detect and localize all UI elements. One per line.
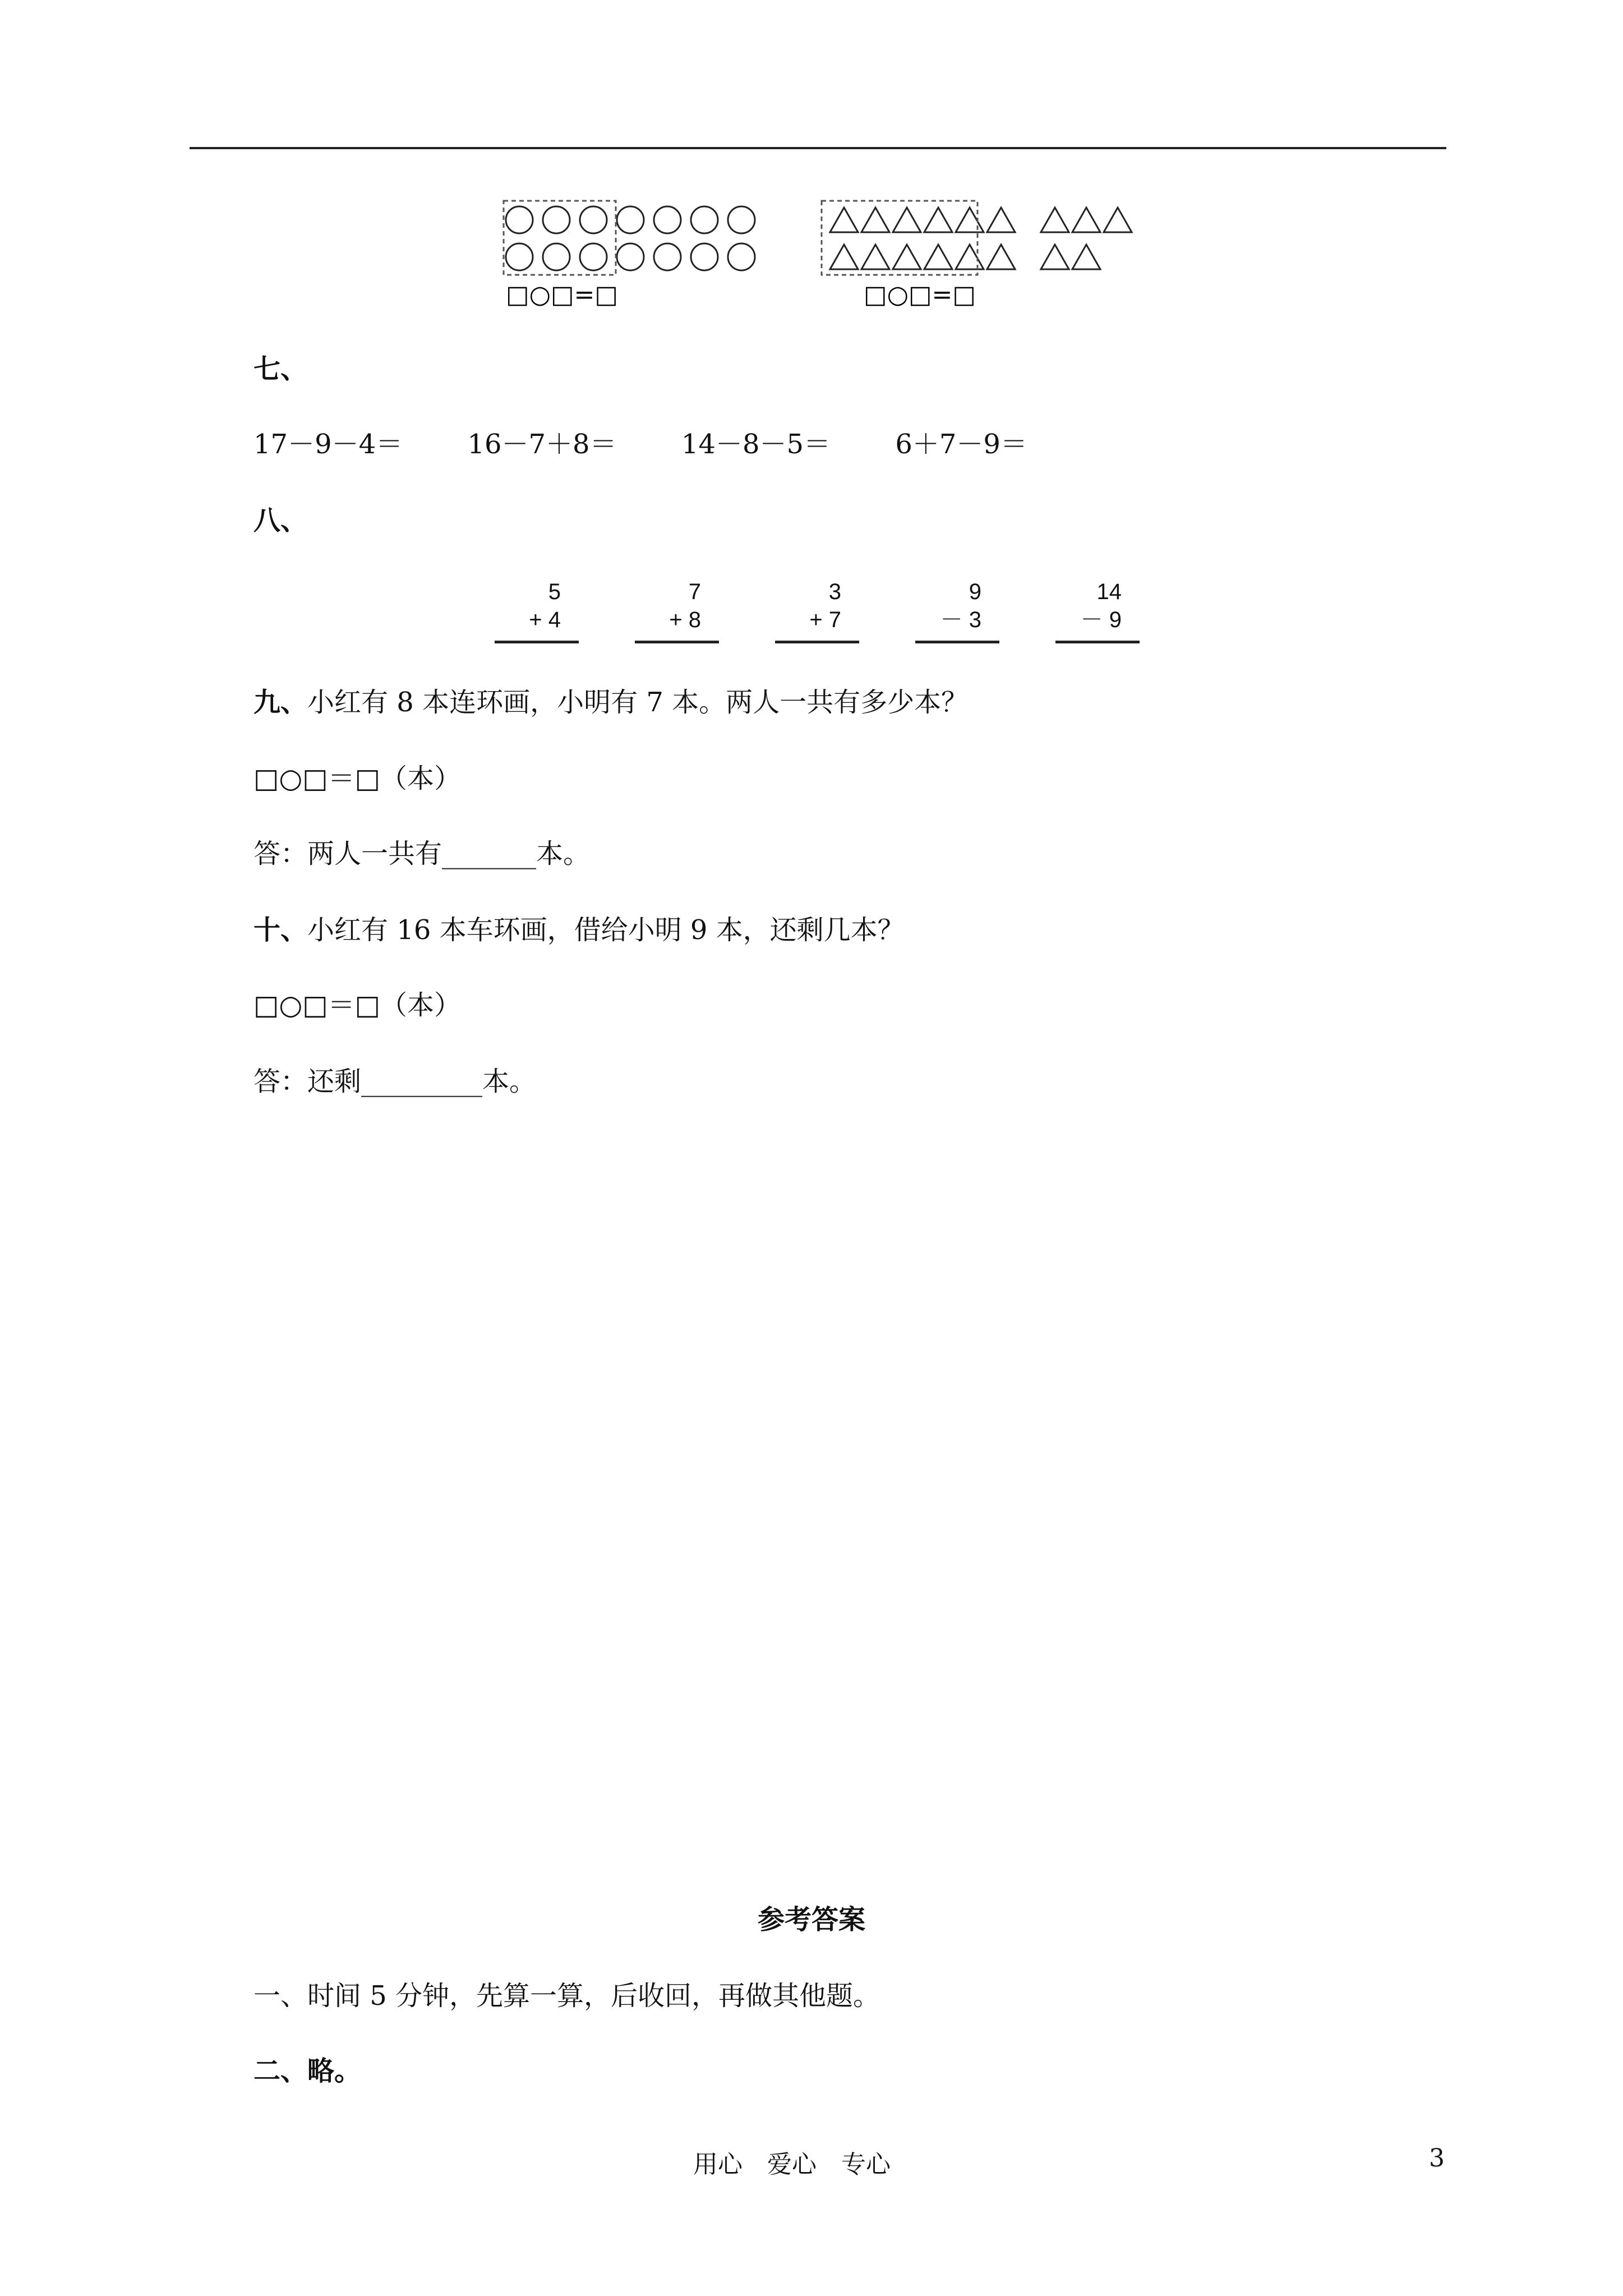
q9-formula: □○□＝□（本） bbox=[253, 763, 461, 794]
circle-shape bbox=[728, 206, 755, 233]
q7-expression-1: 17－9－4＝ bbox=[253, 429, 403, 460]
triangle-shape bbox=[1072, 208, 1100, 232]
circle-shape bbox=[654, 206, 681, 233]
circle-shape bbox=[728, 243, 755, 270]
right-formula: □○□=□ bbox=[864, 280, 976, 309]
answers-item-1: 一、时间 5 分钟，先算一算，后收回，再做其他题。 bbox=[253, 1980, 880, 2012]
vp2-bottom: + 8 bbox=[669, 608, 701, 632]
q8-heading: 八、 bbox=[253, 505, 308, 536]
vp3-line bbox=[775, 641, 859, 643]
q10-question: 小红有 16 本车环画，借给小明 9 本，还剩几本？ bbox=[307, 914, 905, 946]
vertical-problem-5 bbox=[1055, 578, 1140, 643]
triangle-shape bbox=[893, 208, 921, 232]
q10-line bbox=[253, 913, 905, 947]
vertical-problem-2 bbox=[635, 578, 719, 643]
circle-shape bbox=[691, 206, 718, 233]
triangle-shape bbox=[956, 208, 984, 232]
q9-answer-blank: _______ bbox=[442, 838, 537, 869]
q10-answer bbox=[253, 1065, 536, 1098]
circle-shape bbox=[543, 243, 570, 270]
vp3-top: 3 bbox=[828, 579, 841, 604]
q9-question: 小红有 8 本连环画，小明有 7 本。两人一共有多少本？ bbox=[307, 687, 969, 718]
vp3-bottom: + 7 bbox=[809, 608, 841, 632]
triangle-shape bbox=[924, 208, 952, 232]
vp5-bottom: － 9 bbox=[1080, 608, 1122, 632]
vp4-top: 9 bbox=[969, 579, 981, 604]
vp1-line bbox=[495, 641, 579, 643]
triangles-dashed-box bbox=[822, 201, 978, 275]
circle-shape bbox=[617, 243, 644, 270]
triangle-shape bbox=[956, 245, 984, 269]
vertical-problem-3 bbox=[775, 578, 859, 643]
vp1-top: 5 bbox=[548, 579, 561, 604]
triangle-shape bbox=[1041, 245, 1069, 269]
circle-shape bbox=[506, 206, 533, 233]
circle-shape bbox=[506, 243, 533, 270]
answers-item-2: 二、略。 bbox=[253, 2055, 362, 2087]
header-rule bbox=[190, 147, 1446, 149]
vp2-top: 7 bbox=[688, 579, 701, 604]
circle-shape bbox=[654, 243, 681, 270]
q7-expression-2: 16－7＋8＝ bbox=[467, 429, 617, 460]
q9-line bbox=[253, 685, 968, 719]
triangle-shape bbox=[987, 245, 1015, 269]
circle-shape bbox=[617, 206, 644, 233]
vp5-line bbox=[1055, 641, 1140, 643]
vp2-line bbox=[635, 641, 719, 643]
triangle-shape bbox=[1072, 245, 1100, 269]
page-number: 3 bbox=[1429, 2144, 1445, 2173]
circles-dashed-box bbox=[504, 201, 616, 275]
triangle-shape bbox=[1041, 208, 1069, 232]
q10-answer-blank: _________ bbox=[361, 1066, 483, 1097]
q7-heading: 七、 bbox=[253, 353, 308, 385]
circle-shape bbox=[580, 206, 607, 233]
footer-motto: 用心 爱心 专心 bbox=[693, 2150, 891, 2179]
triangle-shape bbox=[924, 245, 952, 269]
triangle-shape bbox=[987, 208, 1015, 232]
q9-heading: 九、 bbox=[253, 687, 308, 718]
vertical-problem-4 bbox=[915, 578, 999, 643]
triangle-shape bbox=[1104, 208, 1132, 232]
vertical-problem-1 bbox=[495, 578, 579, 643]
q10-heading: 十、 bbox=[253, 914, 308, 946]
vp1-bottom: + 4 bbox=[529, 608, 561, 632]
vp4-bottom: － 3 bbox=[940, 608, 981, 632]
q7-expression-4: 6＋7－9＝ bbox=[895, 429, 1027, 460]
triangle-shape bbox=[830, 245, 858, 269]
q9-answer bbox=[253, 837, 590, 871]
circle-shape bbox=[580, 243, 607, 270]
left-formula: □○□=□ bbox=[506, 280, 618, 309]
circle-shape bbox=[691, 243, 718, 270]
circle-shape bbox=[543, 206, 570, 233]
triangle-shape bbox=[861, 245, 889, 269]
triangle-shape bbox=[861, 208, 889, 232]
q9-answer-prefix: 答：两人一共有 bbox=[253, 838, 442, 869]
triangle-shape bbox=[893, 245, 921, 269]
vp4-line bbox=[915, 641, 999, 643]
q10-answer-suffix: 本。 bbox=[482, 1066, 537, 1097]
shapes-figure bbox=[494, 191, 1155, 314]
q9-answer-suffix: 本。 bbox=[536, 838, 591, 869]
circles-group bbox=[506, 206, 755, 270]
triangle-shape bbox=[830, 208, 858, 232]
q7-expressions bbox=[253, 427, 1083, 461]
q10-formula: □○□＝□（本） bbox=[253, 990, 461, 1021]
q10-answer-prefix: 答：还剩 bbox=[253, 1066, 362, 1097]
answers-title: 参考答案 bbox=[757, 1904, 865, 1935]
vp5-top: 14 bbox=[1096, 579, 1122, 604]
triangles-group bbox=[830, 208, 1132, 269]
q7-expression-3: 14－8－5＝ bbox=[681, 429, 831, 460]
